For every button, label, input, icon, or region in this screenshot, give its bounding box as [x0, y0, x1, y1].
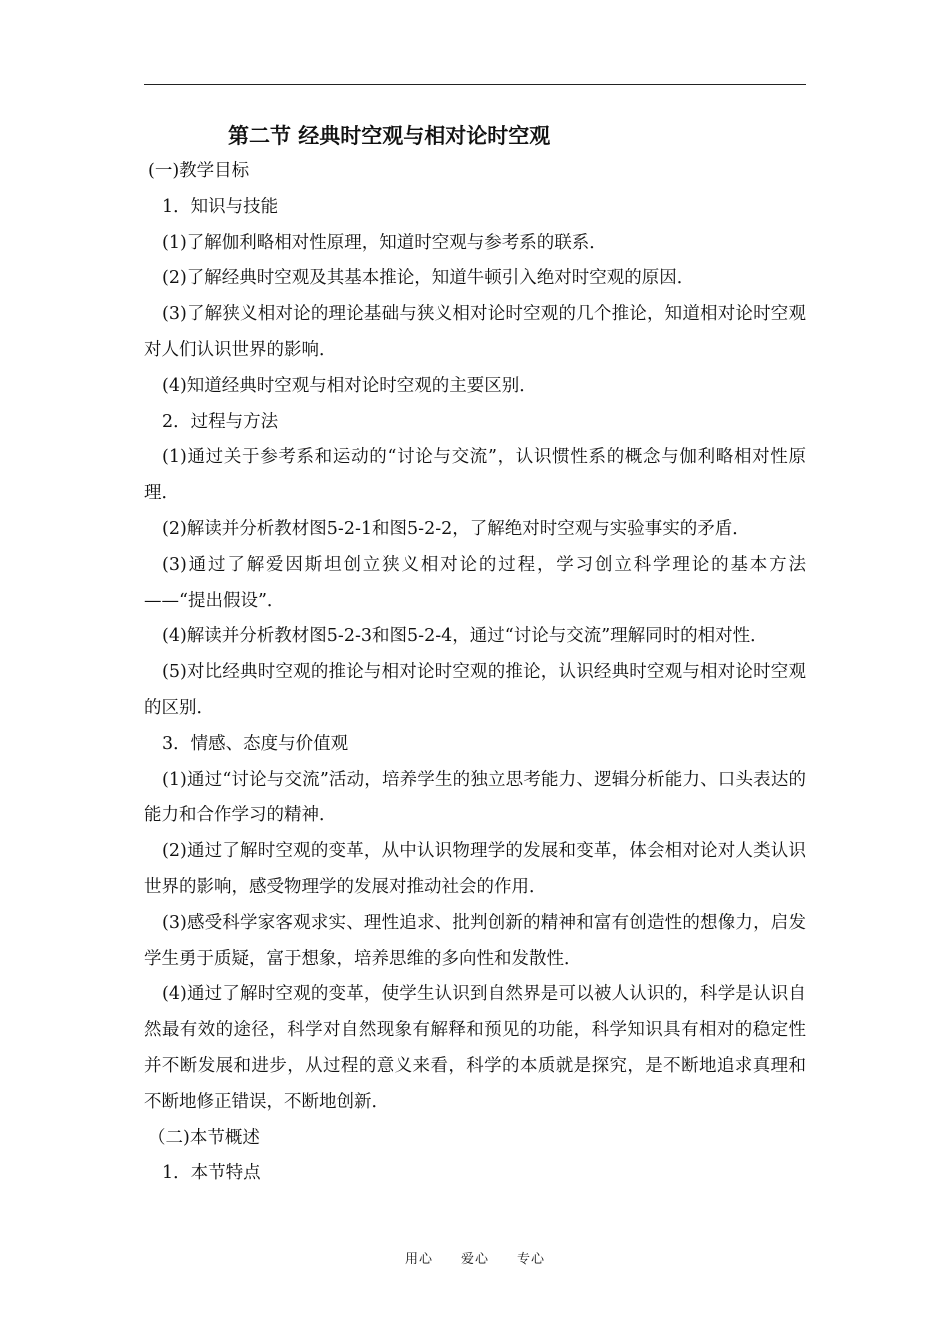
subheading-section-features: 1．本节特点	[162, 1163, 261, 1184]
footer-text: 专心	[517, 1252, 546, 1267]
page-footer	[0, 1248, 950, 1267]
objective-item: (5)对比经典时空观的推论与相对论时空观的推论，认识经典时空观与相对论时空观的区别．	[144, 662, 806, 718]
objective-item: (3)了解狭义相对论的理论基础与狭义相对论时空观的几个推论，知道相对论时空观对人们认识世界的影响．	[144, 304, 806, 360]
objective-item: (2)解读并分析教材图5-2-1和图5-2-2，了解绝对时空观与实验事实的矛盾．	[162, 518, 750, 539]
objective-item: (4)解读并分析教材图5-2-3和图5-2-4，通过“讨论与交流”理解同时的相对性．	[162, 626, 768, 647]
objective-item: (1)了解伽利略相对性原理，知道时空观与参考系的联系．	[162, 232, 607, 253]
heading-teaching-objectives: (一)教学目标	[148, 161, 250, 181]
objective-item: (3)通过了解爱因斯坦创立狭义相对论的过程，学习创立科学理论的基本方法——“提出假设”．	[144, 554, 806, 611]
objective-item: (1)通过“讨论与交流”活动，培养学生的独立思考能力、逻辑分析能力、口头表达的能力和合作学习的精神．	[144, 769, 806, 826]
document-body	[144, 118, 806, 1192]
objective-item: (2)通过了解时空观的变革，从中认识物理学的发展和变革，体会相对论对人类认识世界的影响，感受物理学的发展对推动社会的作用．	[144, 841, 806, 897]
objective-item: (4)知道经典时空观与相对论时空观的主要区别．	[162, 375, 537, 396]
subheading-emotion-values: 3．情感、态度与价值观	[162, 733, 349, 754]
objective-item: (1)通过关于参考系和运动的“讨论与交流”，认识惯性系的概念与伽利略相对性原理．	[144, 447, 806, 504]
objective-item: (2)了解经典时空观及其基本推论，知道牛顿引入绝对时空观的原因．	[162, 268, 695, 289]
objective-item: (3)感受科学家客观求实、理性追求、批判创新的精神和富有创造性的想像力，启发学生勇于质疑，富于想象，培养思维的多向性和发散性．	[144, 912, 806, 969]
footer-text: 用心	[404, 1252, 433, 1267]
section-title: 第二节 经典时空观与相对论时空观	[228, 123, 551, 148]
subheading-process-methods: 2．过程与方法	[162, 411, 279, 432]
subheading-knowledge-skills: 1．知识与技能	[162, 196, 279, 217]
header-rule	[144, 84, 806, 85]
footer-text: 爱心	[460, 1252, 489, 1267]
heading-section-overview: （二)本节概述	[148, 1127, 260, 1148]
objective-item: (4)通过了解时空观的变革，使学生认识到自然界是可以被人认识的，科学是认识自然最有效的途径，科学对自然现象有解释和预见的功能，科学知识具有相对的稳定性并不断发展和进步，从过程的意义来看，科学的本质就是探究，是不断地追求真理和不断地修正错误，不断地创新．	[144, 984, 806, 1112]
